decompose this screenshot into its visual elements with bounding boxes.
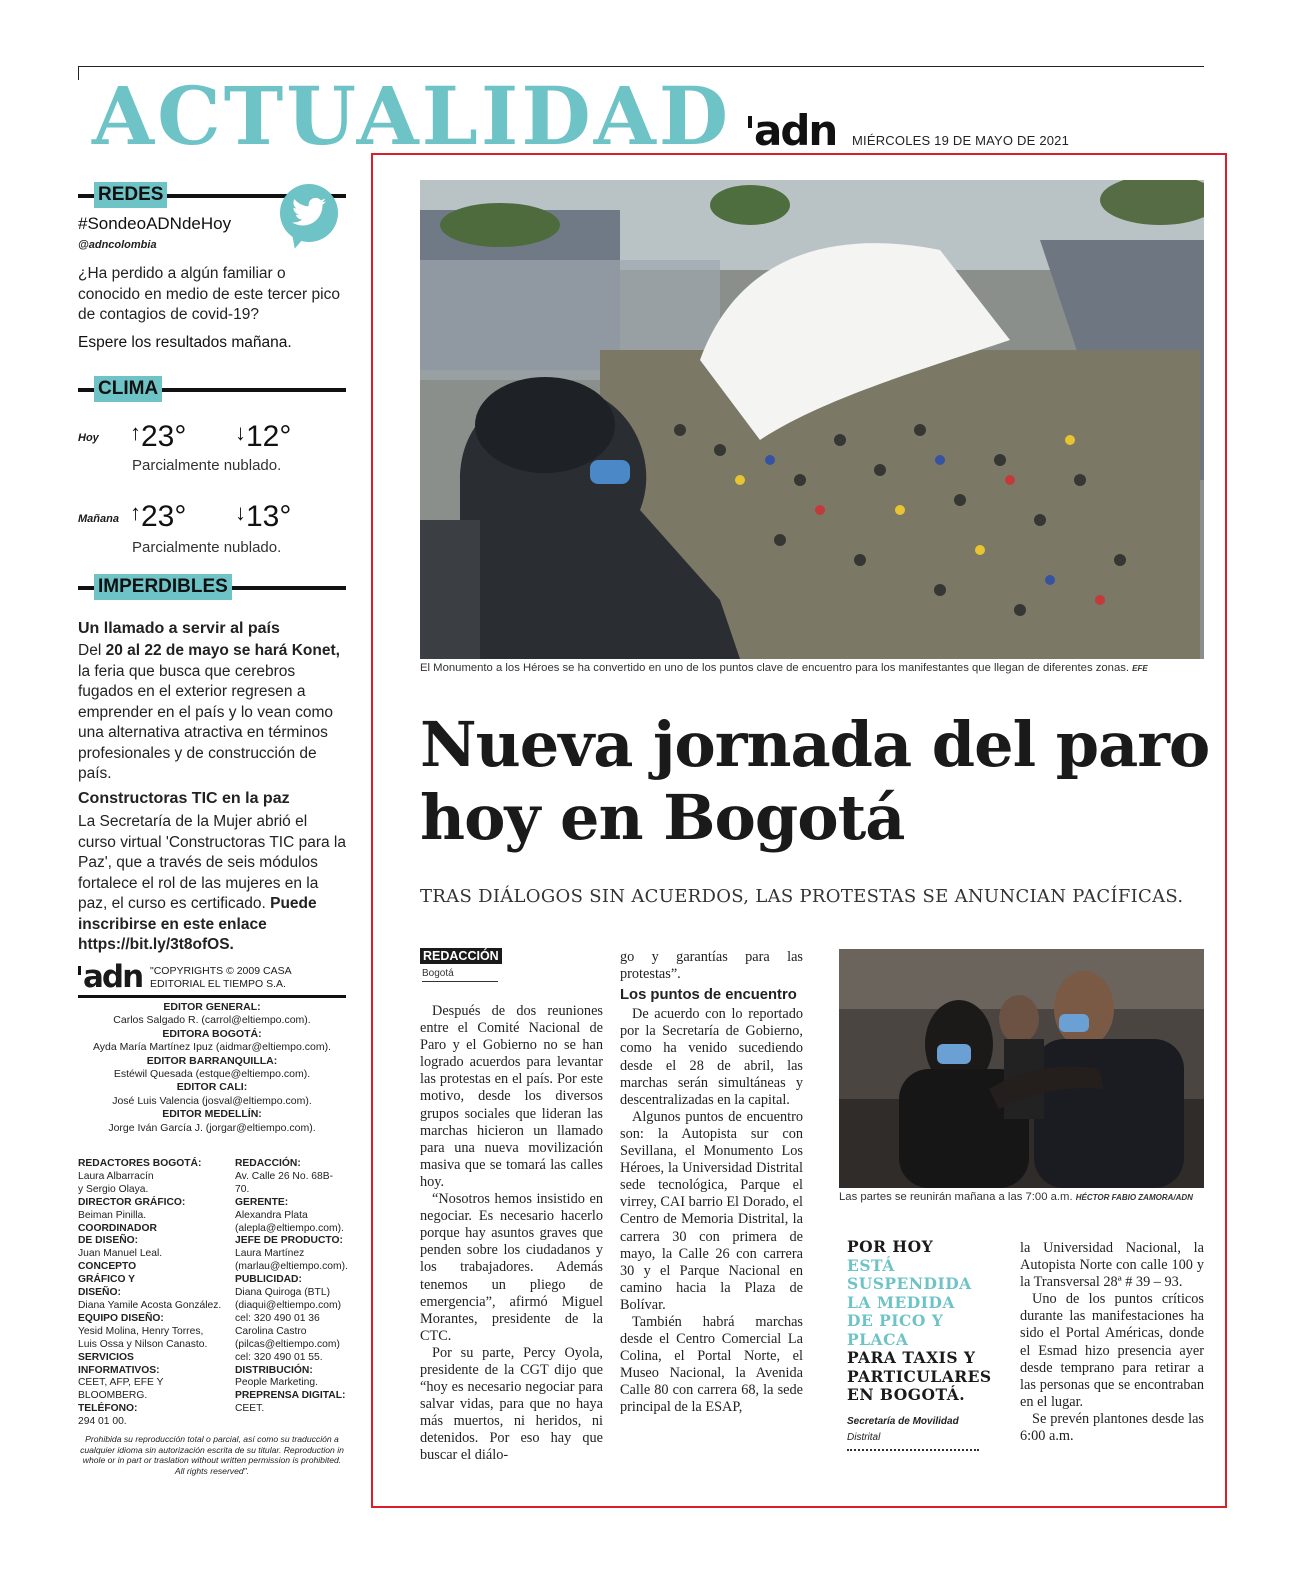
paragraph: Por su parte, Percy Oyola, presidente de la CGT dijo que “hoy es necesario negociar para salvar vidas, para que no haya más muertos, ni heridos, ni detenidos. Por eso hay que buscar el diálo- xyxy=(420,1344,603,1464)
top-rule xyxy=(78,66,1204,67)
editors-list: EDITOR GENERAL: Carlos Salgado R. (carrol@eltiempo.com). EDITORA BOGOTÁ: Ayda María Martínez Ipuz (aidmar@eltiempo.com). EDITOR BARRANQUILLA: Estéwil Quesada (estque@eltiempo.com). EDITOR CALI: José Luis Valencia (josval@eltiempo.com). EDITOR MEDELLÍN: Jorge Iván García J. (jorgar@eltiempo.com). xyxy=(92,1001,332,1134)
weather-condition: Parcialmente nublado. xyxy=(132,539,282,556)
imperdible-body: La Secretaría de la Mujer abrió el curso virtual 'Constructoras TIC para la Paz', que a través de seis módulos fortalece el rol de las mujeres en la paz, el curso es certificado. Puede inscribirse en este enlace https://bit.ly/3t8ofOS. xyxy=(78,813,346,953)
arrow-up-icon: ↑ xyxy=(130,420,141,445)
legal-notice: Prohibida su reproducción total o parcial, así como su traducción a cualquier idioma sin autorización escrita de su titular. Reproduction in whole or in part or traslation without written permission is prohibited. All rights reserved". xyxy=(80,1434,344,1476)
twitter-handle: @adncolombia xyxy=(78,239,157,251)
credits-left: REDACTORES BOGOTÁ: Laura Albarracín y Sergio Olaya. DIRECTOR GRÁFICO: Beiman Pinilla. COORDINADOR DE DISEÑO: Juan Manuel Leal. CONCEPTO GRÁFICO Y DISEÑO: Diana Yamile Acosta González. EQUIPO DISEÑO: Yesid Molina, Henry Torres, Luis Ossa y Nilson Canasto. SERVICIOS INFORMATIVOS: CEET, AFP, EFE Y BLOOMBERG. TELÉFONO: 294 01 00. xyxy=(78,1158,222,1428)
article-column-2 xyxy=(620,949,803,1417)
weather-condition: Parcialmente nublado. xyxy=(132,457,282,474)
protest-photo xyxy=(420,180,1204,659)
copyright-rule xyxy=(78,995,346,998)
article-column-1 xyxy=(420,1003,603,1465)
meeting-photo xyxy=(839,949,1204,1188)
imperdible-title: Constructoras TIC en la paz xyxy=(78,790,290,807)
arrow-down-icon: ↓ xyxy=(235,500,246,525)
weather-day-label: Mañana xyxy=(78,513,119,525)
adn-logo: adn xyxy=(748,110,836,152)
imperdible-body: Del 20 al 22 de mayo se hará Konet, la feria que busca que cerebros fugados en el exterior regresen a emprender en el país y lo vean como una alternativa atractiva en términos profesionales y de construcción de país. xyxy=(78,642,340,782)
paragraph: También habrá marchas desde el Centro Comercial La Colina, el Portal Norte, el Museo Nacional, la Avenida Calle 80 con carrera 68, la sede principal de la ESAP, xyxy=(620,1313,803,1416)
article-column-4 xyxy=(1020,1240,1204,1445)
subhead: Los puntos de encuentro xyxy=(620,987,797,1004)
byline: REDACCIÓN xyxy=(420,948,502,964)
imperdible-title: Un llamado a servir al país xyxy=(78,620,280,637)
clima-heading: CLIMA xyxy=(94,376,162,402)
pullquote: POR HOY ESTÁ SUSPENDIDA LA MEDIDA DE PICO Y PLACA PARA TAXIS Y PARTICULARES EN BOGOTÁ. xyxy=(847,1237,992,1404)
paragraph: “Nosotros hemos insistido en negociar. Es necesario hacerlo porque hay asuntos graves que penden sobre los ciudadanos y los trabajadores. Además tenemos un pliego de emergencia”, afirmó Miguel Morantes, presidente de la CTC. xyxy=(420,1191,603,1344)
publication-date: MIÉRCOLES 19 DE MAYO DE 2021 xyxy=(852,133,1070,148)
arrow-up-icon: ↑ xyxy=(130,500,141,525)
redes-heading: REDES xyxy=(94,182,167,208)
photo-caption: El Monumento a los Héroes se ha convertido en uno de los puntos clave de encuentro para los manifestantes que llegan de diferentes zonas. EFE xyxy=(420,662,1148,674)
paragraph: Algunos puntos de encuentro son: la Autopista sur con Sevillana, el Monumento Los Héroes, la Universidad Distrital sede tecnológica, Parque el virrey, CAI barrio El Dorado, el Centro de Memoria Distrital, la carrera 30 con primera de mayo, la Calle 26 con carrera 30 y el Parque Nacional en camino hacia la Plaza de Bolívar. xyxy=(620,1108,803,1313)
poll-question: ¿Ha perdido a algún familiar o conocido en medio de este tercer pico de contagios de covid-19? xyxy=(78,265,340,323)
clima-header xyxy=(78,378,346,399)
weather-high: ↑23° xyxy=(130,420,187,453)
paragraph: Se prevén plantones desde las 6:00 a.m. xyxy=(1020,1410,1204,1445)
weather-low: ↓12° xyxy=(235,420,292,453)
pullquote-source: Secretaría de Movilidad Distrital xyxy=(847,1416,959,1443)
top-rule-tick xyxy=(78,66,79,80)
paragraph: De acuerdo con lo reportado por la Secretaría de Gobierno, como ha venido sucediendo desde el 28 de abril, las marchas serán simultáneas y descentralizadas en la capital. xyxy=(620,1006,803,1108)
weather-day-label: Hoy xyxy=(78,432,99,444)
article-headline: Nueva jornada del paro hoy en Bogotá xyxy=(420,708,1210,854)
weather-low: ↓13° xyxy=(235,500,292,533)
poll-hashtag: #SondeoADNdeHoy xyxy=(78,214,232,233)
paragraph: la Universidad Nacional, la Autopista Norte con calle 100 y la Transversal 28ª # 39 – 93. xyxy=(1020,1240,1204,1291)
adn-logo-small: adn xyxy=(78,962,142,993)
article-deck: TRAS DIÁLOGOS SIN ACUERDOS, LAS PROTESTAS SE ANUNCIAN PACÍFICAS. xyxy=(420,886,1184,907)
weather-high: ↑23° xyxy=(130,500,187,533)
section-title: ACTUALIDAD xyxy=(92,69,732,163)
poll-result-note: Espere los resultados mañana. xyxy=(78,334,292,351)
imperdibles-heading: IMPERDIBLES xyxy=(94,574,232,600)
credits-right: REDACCIÓN: Av. Calle 26 No. 68B-70. GERENTE: Alexandra Plata (alepla@eltiempo.com). JEFE DE PRODUCTO: Laura Martínez (marlau@eltiempo.com). PUBLICIDAD: Diana Quiroga (BTL) (diaqui@eltiempo.com) cel: 320 490 01 36 Carolina Castro (pilcas@eltiempo.com) cel: 320 490 01 55. DISTRIBUCIÓN: People Marketing. PREPRENSA DIGITAL: CEET. xyxy=(235,1158,348,1415)
imperdibles-header xyxy=(78,576,346,597)
paragraph: Después de dos reuniones entre el Comité Nacional de Paro y el Gobierno no se han logrado acuerdos para levantar las protestas en el país. Por este motivo, desde los diversos grupos sociales que lideran las marchas hicieron un llamado para una nueva movilización masiva que se tomará las calles hoy. xyxy=(420,1003,603,1190)
photo2-caption: Las partes se reunirán mañana a las 7:00 a.m. HÉCTOR FABIO ZAMORA/ADN xyxy=(839,1191,1193,1203)
copyright-notice: "COPYRIGHTS © 2009 CASA EDITORIAL EL TIEMPO S.A. xyxy=(150,965,292,990)
arrow-down-icon: ↓ xyxy=(235,420,246,445)
byline-city: Bogotá xyxy=(422,968,498,982)
paragraph: Uno de los puntos críticos durante las manifestaciones ha sido el Portal Américas, donde el Esmad hizo presencia ayer desde temprano para retirar a las personas que se encontraban en el lugar. xyxy=(1020,1291,1204,1410)
paragraph: go y garantías para las protestas”. xyxy=(620,949,803,983)
pullquote-dotted-rule xyxy=(847,1449,979,1451)
